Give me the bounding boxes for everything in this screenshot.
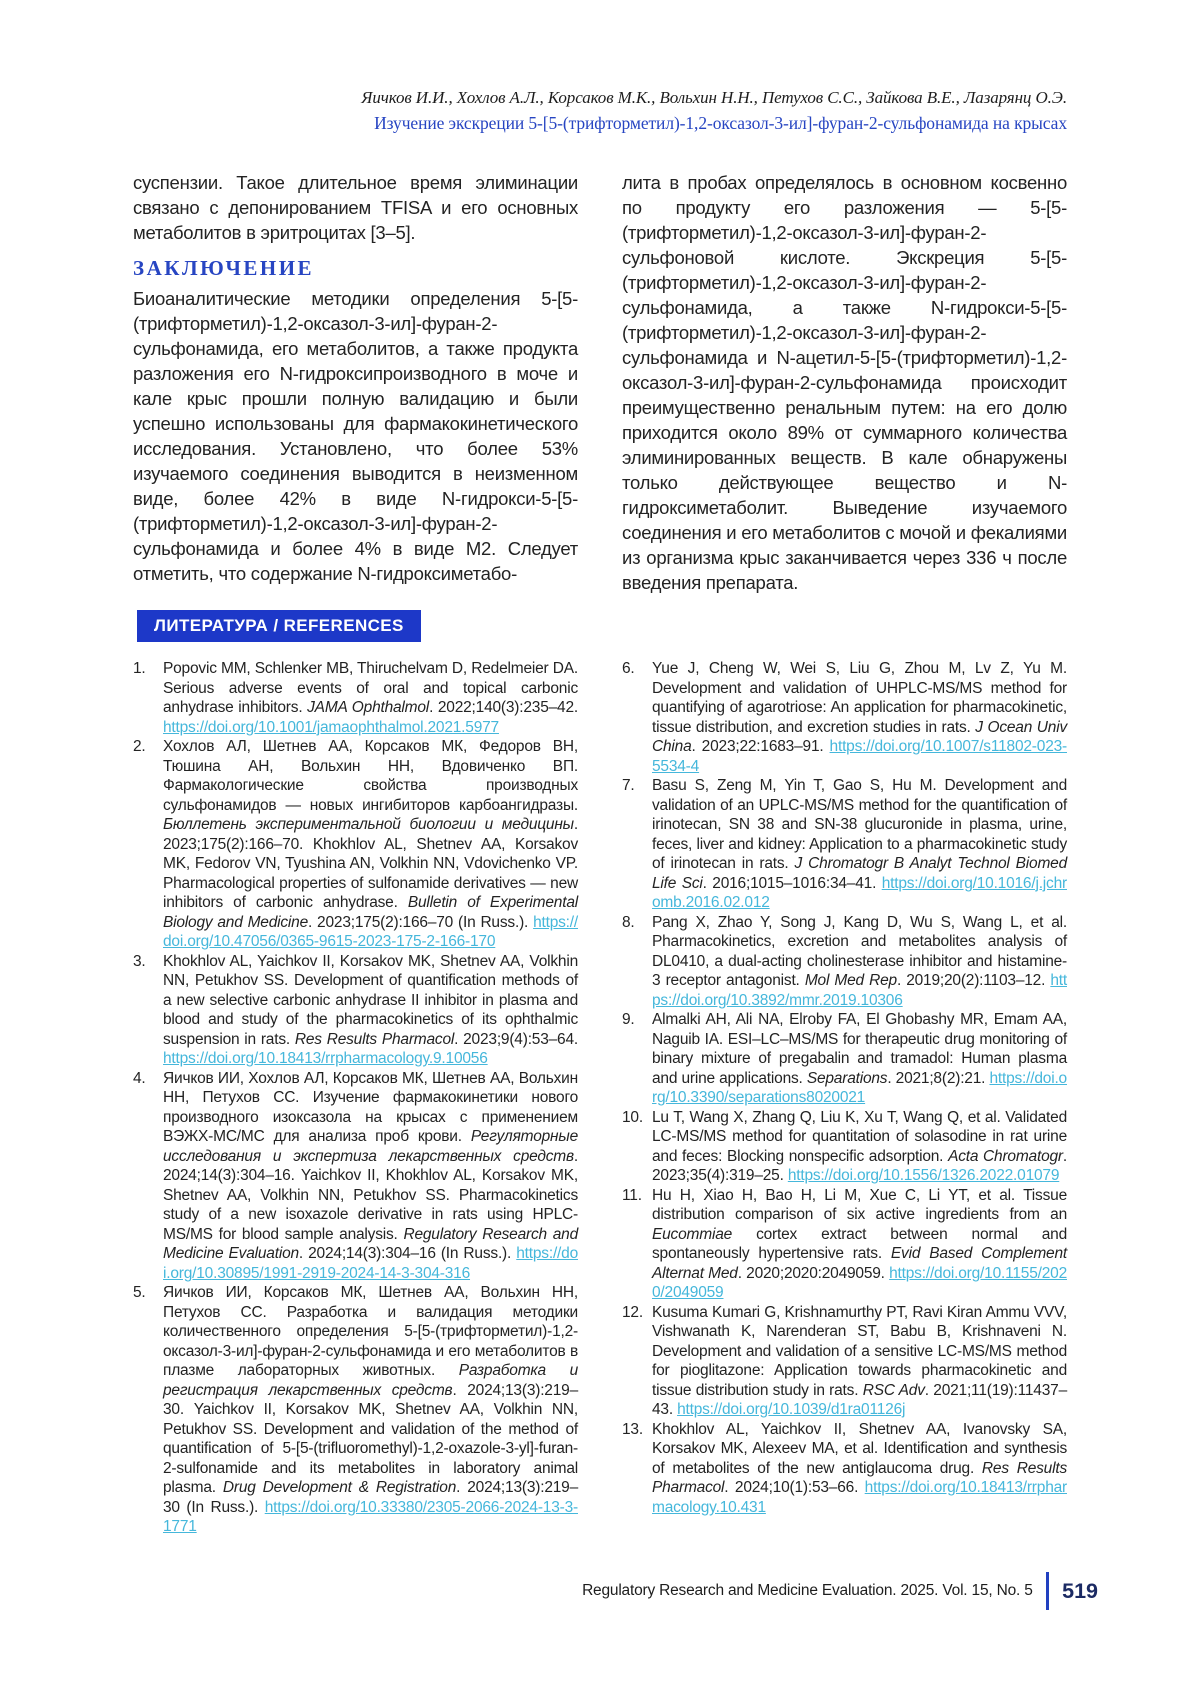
ref-segment: Яичков ИИ, Корсаков МК, Шетнев АА, Вольхин НН, Петухов СС. Разработка и валидация методики количественного определения 5-[5-(трифторметил)-1,2-оксазол-3-ил]-фуран-2-сульфонамида и его метаболитов в плазме лабораторных животных. xyxy=(163,1284,578,1379)
ref-item xyxy=(622,1420,1067,1518)
ref-segment: Kusuma Kumari G, Krishnamurthy PT, Ravi Kiran Ammu VVV, Vishwanath K, Narenderan ST, Babu B, Krishnaveni N. Development and validation of a sensitive LC-MS/MS method for pioglitazone: Application towards pharmacokinetic and tissue distribution study in rats. xyxy=(652,1303,1067,1399)
ref-doi-link[interactable]: https://doi.org/10.1007/s11802-023-5534-4 xyxy=(652,738,1067,775)
ref-journal-italic: Mol Med Rep xyxy=(804,972,897,989)
ref-number: 1. xyxy=(133,660,146,677)
references-list xyxy=(133,659,1067,1537)
continuation-paragraph: суспензии. Такое длительное время элиминации связано с депонированием TFISA и его основных метаболитов в эритроцитах [3–5]. xyxy=(133,172,578,243)
ref-item xyxy=(133,737,578,952)
conclusion-paragraph: Биоаналитические методики определения 5-[5-(трифторметил)-1,2-оксазол-3-ил]-фуран-2-сульфонамида, его метаболитов, а также продукта разложения его N-гидроксипроизводного в моче и кале крыс прошли полную валидацию и были успешно использованы для фармакокинетического исследования. Установлено, что более 53% изучаемого соединения выводится в неизменном виде, более 42% в виде N-гидрокси-5-[5-(трифторметил)-1,2-оксазол-3-ил]-фуран-2-сульфонамида и более 4% в виде М2. Следует отметить, что содержание N-гидроксиметабо- xyxy=(133,288,578,584)
ref-text xyxy=(163,659,578,737)
ref-number: 9. xyxy=(622,1011,635,1028)
ref-journal-italic: Drug Development & Registration xyxy=(222,1479,457,1496)
ref-doi-link[interactable]: https://doi.org/10.18413/rrpharmacology.10.431 xyxy=(652,1479,1067,1516)
ref-number: 2. xyxy=(133,738,146,755)
page-header xyxy=(361,88,1067,134)
ref-number: 10. xyxy=(622,1108,643,1126)
ref-segment: Khokhlov AL, Yaichkov II, Shetnev AA, Ivanovsky SA, Korsakov MK, Alexeev MA, et al. Identification and synthesis of metabolites of the new antiglaucoma drug. xyxy=(652,1420,1067,1477)
ref-text xyxy=(652,1303,1067,1420)
body-left-column xyxy=(133,170,578,595)
ref-segment: . 2024;14(3):304–16 (In Russ.). xyxy=(298,1245,517,1262)
ref-segment: . 2024;13(3):219–30. Yaichkov II, Korsakov MK, Shetnev AA, Volkhin NN, Petukhov SS. Development and validation of the method of quantification of 5-[5-(trifluoromethyl)-1,2-oxazole-3-yl]-furan-2-sulfonamide and its metabolites in laboratory animal plasma. xyxy=(163,1381,578,1496)
ref-number: 4. xyxy=(133,1069,146,1087)
body-columns xyxy=(133,170,1067,595)
ref-segment: Yue J, Cheng W, Wei S, Liu G, Zhou M, Lv Z, Yu M. Development and validation of UHPLC-MS/MS method for quantifying of agarotriose: An application for pharmacokinetic, tissue distribution, and excretion studies in rats. xyxy=(652,660,1067,736)
ref-segment: . 2024;14(3):304–16. Yaichkov II, Khokhlov AL, Korsakov MK, Shetnev AA, Volkhin NN, Petukhov SS. Pharmacokinetics study of a new isoxazole derivative in rats using HPLC-MS/MS for blood sample analysis. xyxy=(163,1147,578,1243)
ref-text xyxy=(652,913,1067,1011)
ref-doi-link[interactable]: https://doi.org/10.33380/2305-2066-2024-13-3-1771 xyxy=(163,1498,578,1535)
ref-journal-italic: J Ocean Univ China xyxy=(652,718,1067,755)
ref-item xyxy=(133,952,578,1069)
ref-number: 3. xyxy=(133,952,146,970)
ref-doi-link[interactable]: https://doi.org/10.1039/d1ra01126j xyxy=(677,1401,906,1418)
ref-segment: . 2023;175(2):166–70. Khokhlov AL, Shetnev AA, Korsakov MK, Fedorov VN, Tyushina AN, Volkhin NN, Vdovichenko VP. Pharmacological properties of sulfonamide derivatives — new inhibitors of carbonic anhydrase. xyxy=(163,816,578,911)
ref-segment: Хохлов АЛ, Шетнев АА, Корсаков МК, Федоров ВН, Тюшина АН, Вольхин НН, Вдовиченко ВП. Фармакологические свойства производных сульфонамидов — новых ингибиторов карбоангидразы. xyxy=(163,738,578,814)
ref-text xyxy=(652,659,1067,776)
ref-item xyxy=(133,1069,578,1284)
ref-segment: . 2016;1015–1016:34–41. xyxy=(702,874,882,892)
ref-number: 6. xyxy=(622,660,635,677)
ref-text xyxy=(163,952,578,1069)
ref-item xyxy=(622,913,1067,1011)
ref-segment: cortex extract between normal and spontaneously hypertensive rats. xyxy=(652,1225,1067,1262)
ref-doi-link[interactable]: https://doi.org/10.47056/0365-9615-2023-175-2-166-170 xyxy=(163,913,579,950)
ref-segment: . 2023;175(2):166–70 (In Russ.). xyxy=(308,913,534,931)
ref-segment: Lu T, Wang X, Zhang Q, Liu K, Xu T, Wang Q, et al. Validated LC-MS/MS method for quantitation of solasodine in rat urine and feces: Blocking nonspecific adsorption. xyxy=(652,1108,1067,1165)
ref-doi-link[interactable]: https://doi.org/10.1001/jamaophthalmol.2021.5977 xyxy=(163,718,499,736)
ref-number: 13. xyxy=(622,1420,643,1438)
ref-segment: . 2023;35(4):319–25. xyxy=(652,1147,1067,1184)
ref-number: 11. xyxy=(622,1186,642,1204)
ref-segment: . 2019;20(2):1103–12. xyxy=(896,972,1051,989)
ref-journal-italic: Eucommiae xyxy=(652,1225,733,1243)
authors-line: Яичков И.И., Хохлов А.Л., Корсаков М.К., Вольхин Н.Н., Петухов С.С., Зайкова В.Е., Лазарянц О.Э. xyxy=(361,88,1067,107)
references-left-column xyxy=(133,659,578,1537)
ref-doi-link[interactable]: https://doi.org/10.1155/2020/2049059 xyxy=(652,1264,1067,1301)
ref-segment: . 2024;13(3):219–30 (In Russ.). xyxy=(163,1479,578,1516)
ref-segment: Pang X, Zhao Y, Song J, Kang D, Wu S, Wang L, et al. Pharmacokinetics, excretion and metabolites analysis of DL0410, a dual-acting cholinesterase inhibitor and histamine-3 receptor antagonist. xyxy=(652,913,1067,989)
ref-segment: Basu S, Zeng M, Yin T, Gao S, Hu M. Development and validation of an UPLC-MS/MS method for the quantification of irinotecan, SN 38 and SN-38 glucuronide in plasma, urine, feces, liver and kidney: Application to a pharmacokinetic study of irinotecan in rats. xyxy=(652,777,1067,872)
ref-segment: . 2023;9(4):53–64. xyxy=(454,1030,579,1048)
ref-number: 7. xyxy=(622,777,635,794)
ref-segment: Hu H, Xiao H, Bao H, Li M, Xue C, Li YT, et al. Tissue distribution comparison of six active ingredients from an xyxy=(652,1186,1067,1223)
ref-segment: . 2023;22:1683–91. xyxy=(691,738,830,755)
right-paragraph: лита в пробах определялось в основном косвенно по продукту его разложения — 5-[5-(трифторметил)-1,2-оксазол-3-ил]-фуран-2-сульфоновой кислоте. Экскреция 5-[5-(трифторметил)-1,2-оксазол-3-ил]-фуран-2-сульфонамида, а также N-гидрокси-5-[5-(трифторметил)-1,2-оксазол-3-ил]-фуран-2-сульфонамида и N-ацетил-5-[5-(трифторметил)-1,2-оксазол-3-ил]-фуран-2-сульфонамида происходит преимущественно ренальным путем: на его долю приходится около 89% от суммарного количества элиминированных веществ. В кале обнаружены только действующее вещество и N-гидроксиметаболит. Выведение изучаемого соединения и его метаболитов с мочой и фекалиями из организма крыс заканчивается через 336 ч после введения препарата. xyxy=(622,172,1067,593)
ref-doi-link[interactable]: https://doi.org/10.18413/rrpharmacology.9.10056 xyxy=(163,1050,488,1067)
ref-item xyxy=(622,1186,1067,1303)
ref-text xyxy=(652,1420,1067,1518)
ref-journal-italic: JAMA Ophthalmol xyxy=(307,699,430,716)
body-right-column xyxy=(622,170,1067,595)
ref-number: 8. xyxy=(622,913,635,931)
ref-segment: Яичков ИИ, Хохлов АЛ, Корсаков МК, Шетнев АА, Вольхин НН, Петухов СС. Изучение фармакокинетики нового производного изоксазола на крысах с применением ВЭЖХ-МС/МС для анализа проб крови. xyxy=(163,1069,578,1145)
journal-info: Regulatory Research and Medicine Evaluation. 2025. Vol. 15, No. 5 xyxy=(582,1582,1033,1599)
ref-text xyxy=(652,1186,1067,1303)
ref-item xyxy=(133,659,578,737)
ref-number: 5. xyxy=(133,1284,146,1301)
footer-divider xyxy=(1046,1572,1050,1610)
ref-item xyxy=(133,1283,578,1537)
ref-segment: . 2020;2020:2049059. xyxy=(737,1264,890,1282)
ref-segment: Khokhlov AL, Yaichkov II, Korsakov MK, Shetnev AA, Volkhin NN, Petukhov SS. Development of quantification methods of a new selective carbonic anhydrase II inhibitor in plasma and blood and study of the pharmacokinetics of its ophthalmic suspension in rats. xyxy=(163,952,578,1048)
ref-journal-italic: Acta Chromatogr xyxy=(948,1147,1063,1165)
ref-item xyxy=(622,1303,1067,1420)
ref-number: 12. xyxy=(622,1303,643,1321)
ref-journal-italic: Separations xyxy=(806,1069,888,1087)
ref-journal-italic: Regulatory Research and Medicine Evaluation xyxy=(163,1225,578,1262)
ref-text xyxy=(163,1069,578,1284)
ref-text xyxy=(652,1010,1067,1108)
references-header: ЛИТЕРАТУРА / REFERENCES xyxy=(137,610,421,642)
ref-segment: . 2021;8(2):21. xyxy=(887,1069,990,1087)
ref-segment: . 2022;140(3):235–42. xyxy=(429,699,578,716)
page-footer xyxy=(582,1572,1098,1610)
ref-doi-link[interactable]: https://doi.org/10.3892/mmr.2019.10306 xyxy=(652,972,1067,1009)
ref-text xyxy=(163,1283,578,1537)
ref-doi-link[interactable]: https://doi.org/10.1016/j.jchromb.2016.02.012 xyxy=(652,874,1067,911)
ref-journal-italic: J Chromatogr B Analyt Technol Biomed Life Sci xyxy=(652,855,1068,892)
ref-segment: Popovic MM, Schlenker MB, Thiruchelvam D, Redelmeier DA. Serious adverse events of oral and topical carbonic anhydrase inhibitors. xyxy=(163,660,578,716)
ref-journal-italic: Разработка и регистрация лекарственных средств xyxy=(163,1362,578,1399)
ref-text xyxy=(652,776,1067,913)
ref-text xyxy=(652,1108,1067,1186)
ref-segment: . 2021;11(19):11437–43. xyxy=(652,1381,1067,1418)
ref-journal-italic: Bulletin of Experimental Biology and Medicine xyxy=(163,894,578,931)
ref-text xyxy=(163,737,578,952)
ref-segment: . 2024;10(1):53–66. xyxy=(724,1479,865,1496)
ref-item xyxy=(622,1010,1067,1108)
ref-doi-link[interactable]: https://doi.org/10.1556/1326.2022.01079 xyxy=(787,1167,1060,1184)
article-title: Изучение экскреции 5-[5-(трифторметил)-1,2-оксазол-3-ил]-фуран-2-сульфонамида на крысах xyxy=(374,113,1067,133)
references-right-column xyxy=(622,659,1067,1517)
page-number: 519 xyxy=(1062,1578,1098,1603)
ref-journal-italic: Регуляторные исследования и экспертиза лекарственных средств xyxy=(163,1128,578,1165)
ref-item xyxy=(622,776,1067,913)
ref-item xyxy=(622,1108,1067,1186)
ref-segment: Almalki AH, Ali NA, Elroby FA, El Ghobashy MR, Emam AA, Naguib IA. ESI–LC–MS/MS for therapeutic drug monitoring of binary mixture of pregabalin and tramadol: Human plasma and urine applications. xyxy=(652,1011,1067,1087)
ref-journal-italic: Бюллетень экспериментальной биологии и медицины xyxy=(163,816,574,833)
ref-item xyxy=(622,659,1067,776)
conclusion-heading: ЗАКЛЮЧЕНИЕ xyxy=(133,256,315,280)
ref-journal-italic: Evid Based Complement Alternat Med xyxy=(652,1245,1067,1282)
ref-journal-italic: Res Results Pharmacol xyxy=(652,1459,1067,1496)
ref-journal-italic: RSC Adv xyxy=(862,1381,925,1399)
ref-doi-link[interactable]: https://doi.org/10.30895/1991-2919-2024-14-3-304-316 xyxy=(163,1245,578,1282)
ref-journal-italic: Res Results Pharmacol xyxy=(294,1030,455,1048)
ref-doi-link[interactable]: https://doi.org/10.3390/separations8020021 xyxy=(652,1069,1067,1106)
